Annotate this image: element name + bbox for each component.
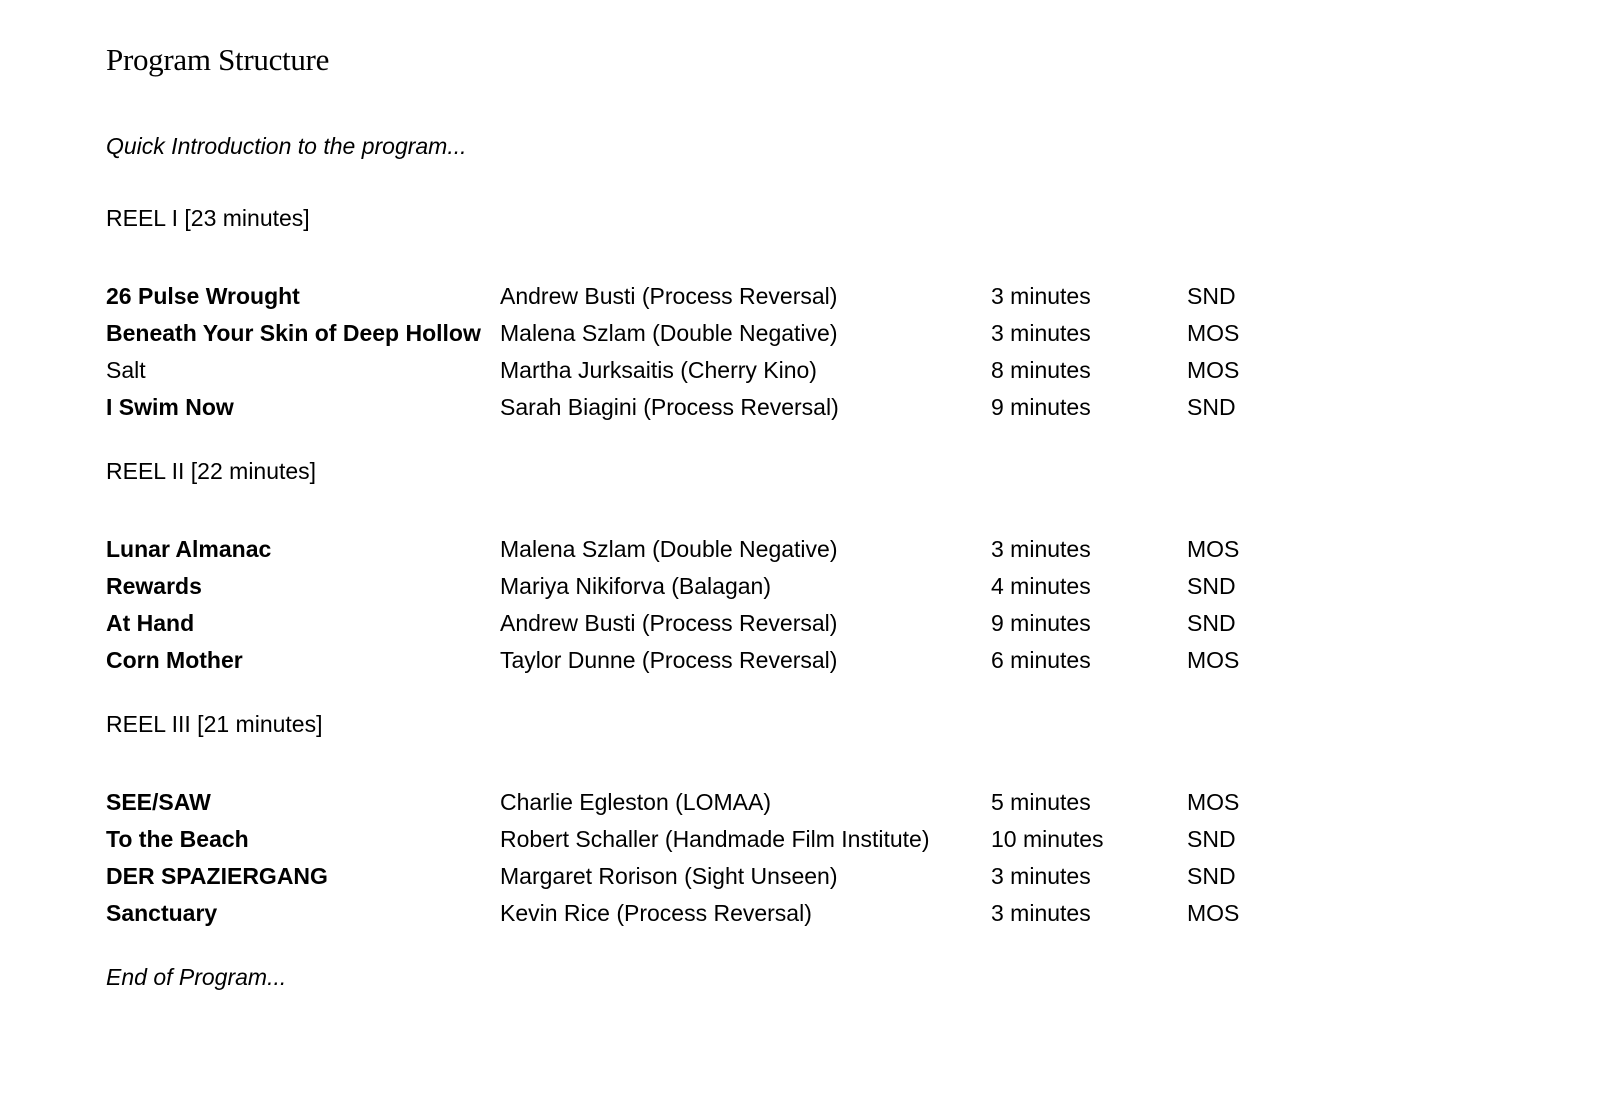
film-maker: Margaret Rorison (Sight Unseen) (500, 863, 838, 889)
film-maker: Andrew Busti (Process Reversal) (500, 283, 838, 309)
film-maker: Charlie Egleston (LOMAA) (500, 789, 771, 815)
film-row (106, 389, 1406, 426)
film-row (106, 642, 1406, 679)
film-sound: SND (1187, 283, 1236, 309)
film-title: Rewards (106, 573, 202, 599)
film-maker: Malena Szlam (Double Negative) (500, 320, 838, 346)
reel-heading-2: REEL II [22 minutes] (106, 458, 317, 484)
film-duration: 3 minutes (991, 900, 1091, 926)
film-title: Salt (106, 357, 146, 383)
film-title: Beneath Your Skin of Deep Hollow (106, 320, 481, 346)
film-duration: 4 minutes (991, 573, 1091, 599)
film-sound: MOS (1187, 536, 1240, 562)
film-maker: Mariya Nikiforva (Balagan) (500, 573, 771, 599)
film-duration: 10 minutes (991, 826, 1104, 852)
film-sound: SND (1187, 610, 1236, 636)
film-sound: MOS (1187, 900, 1240, 926)
film-sound: SND (1187, 863, 1236, 889)
film-sound: SND (1187, 573, 1236, 599)
film-row (106, 278, 1406, 315)
film-sound: SND (1187, 394, 1236, 420)
film-maker: Malena Szlam (Double Negative) (500, 536, 838, 562)
film-duration: 3 minutes (991, 536, 1091, 562)
reel-heading-3: REEL III [21 minutes] (106, 711, 323, 737)
film-duration: 9 minutes (991, 394, 1091, 420)
film-title: Lunar Almanac (106, 536, 272, 562)
film-sound: MOS (1187, 789, 1240, 815)
film-row (106, 568, 1406, 605)
film-duration: 8 minutes (991, 357, 1091, 383)
reel-table-1 (106, 278, 1406, 426)
film-maker: Robert Schaller (Handmade Film Institute) (500, 826, 930, 852)
film-duration: 3 minutes (991, 320, 1091, 346)
film-sound: MOS (1187, 320, 1240, 346)
film-row (106, 895, 1406, 932)
film-maker: Sarah Biagini (Process Reversal) (500, 394, 839, 420)
reel-table-2 (106, 531, 1406, 679)
film-maker: Taylor Dunne (Process Reversal) (500, 647, 838, 673)
film-row (106, 605, 1406, 642)
film-sound: MOS (1187, 647, 1240, 673)
film-sound: SND (1187, 826, 1236, 852)
film-title: To the Beach (106, 826, 249, 852)
film-title: I Swim Now (106, 394, 234, 420)
film-title: 26 Pulse Wrought (106, 283, 300, 309)
reel-heading-1: REEL I [23 minutes] (106, 205, 310, 231)
film-maker: Kevin Rice (Process Reversal) (500, 900, 812, 926)
film-duration: 6 minutes (991, 647, 1091, 673)
film-duration: 5 minutes (991, 789, 1091, 815)
film-duration: 3 minutes (991, 283, 1091, 309)
film-maker: Martha Jurksaitis (Cherry Kino) (500, 357, 817, 383)
film-duration: 9 minutes (991, 610, 1091, 636)
film-title: Corn Mother (106, 647, 243, 673)
film-row (106, 858, 1406, 895)
film-title: At Hand (106, 610, 195, 636)
film-sound: MOS (1187, 357, 1240, 383)
film-duration: 3 minutes (991, 863, 1091, 889)
film-maker: Andrew Busti (Process Reversal) (500, 610, 838, 636)
film-row (106, 352, 1406, 389)
outro-text: End of Program... (106, 964, 287, 990)
film-row (106, 784, 1406, 821)
reel-table-3 (106, 784, 1406, 932)
film-row (106, 821, 1406, 858)
film-title: SEE/SAW (106, 789, 211, 815)
film-title: DER SPAZIERGANG (106, 863, 328, 889)
page-title: Program Structure (106, 42, 330, 77)
film-row (106, 531, 1406, 568)
film-row (106, 315, 1406, 352)
intro-text: Quick Introduction to the program... (106, 133, 467, 159)
film-title: Sanctuary (106, 900, 218, 926)
